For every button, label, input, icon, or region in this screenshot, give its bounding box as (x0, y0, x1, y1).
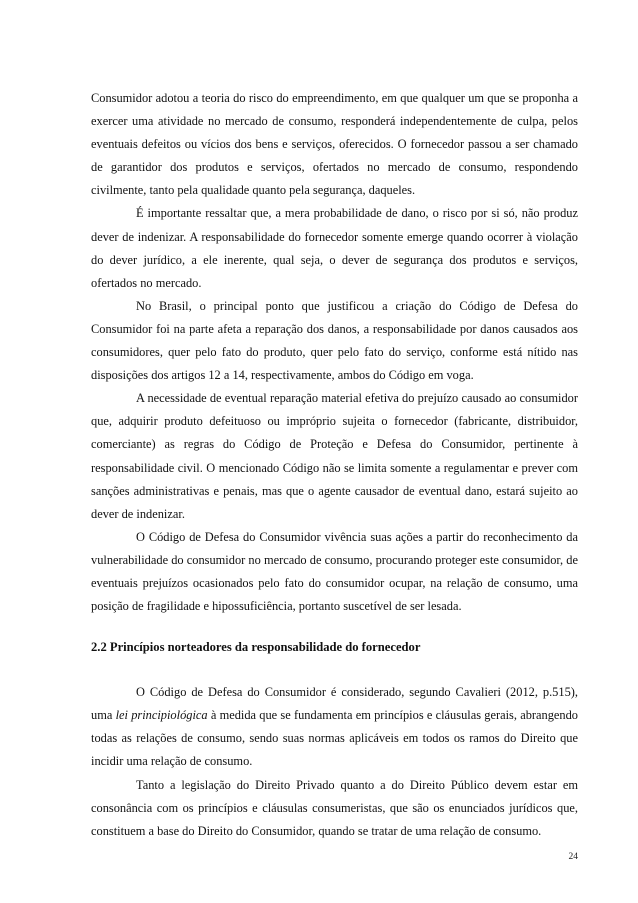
section-heading: 2.2 Princípios norteadores da responsabilidade do fornecedor (91, 640, 421, 655)
section-paragraph-1-text-a: O Código de Defesa do Consumidor é considerado, segundo Cavalieri (2012, p.515), uma (91, 685, 578, 723)
page-number: 24 (568, 852, 578, 862)
paragraph-3: No Brasil, o principal ponto que justificou a criação do Código de Defesa do Consumidor foi na parte afeta a reparação dos danos, a responsabilidade por danos causados aos consumidores, quer pelo fato do produto, quer pelo fato do serviço, conforme está nítido nas disposições dos artigos 12 a 14, respectivamente, ambos do Código em voga. (91, 298, 578, 383)
paragraph-1: Consumidor adotou a teoria do risco do empreendimento, em que qualquer um que se proponha a exercer uma atividade no mercado de consumo, responderá independentemente de culpa, pelos eventuais defeitos ou vícios dos bens e serviços, oferecidos. O fornecedor passou a ser chamado de garantidor dos produtos e serviços, ofertados no mercado de consumo, respondendo civilmente, tanto pela qualidade quanto pela segurança, daqueles. (91, 91, 578, 198)
paragraph-4: A necessidade de eventual reparação material efetiva do prejuízo causado ao consumidor que, adquirir produto defeituoso ou impróprio sujeita o fornecedor (fabricante, distribuidor, comerciante) as regras do Código de Proteção e Defesa do Consumidor, pertinente à responsabilidade civil. O mencionado Código não se limita somente a regulamentar e prever com sanções administrativas e penais, mas que o agente causador de eventual dano, estará sujeito ao dever de indenizar. (91, 391, 578, 521)
paragraph-2: É importante ressaltar que, a mera probabilidade de dano, o risco por si só, não produz dever de indenizar. A responsabilidade do fornecedor somente emerge quando ocorrer à violação do dever jurídico, a ele inerente, qual seja, o dever de segurança dos produtos e serviços, ofertados no mercado. (91, 206, 578, 290)
section-paragraph-1 (91, 681, 578, 773)
body-text (91, 87, 578, 843)
section-paragraph-1-text-b: à medida que se fundamenta em princípios e cláusulas gerais, abrangendo todas as relações de consumo, sendo suas normas aplicáveis em todos os ramos do Direito que incidir uma relação de consumo. (91, 708, 578, 769)
paragraph-5: O Código de Defesa do Consumidor vivência suas ações a partir do reconhecimento da vulnerabilidade do consumidor no mercado de consumo, procurando proteger este consumidor, de eventuais prejuízos ocasionados pelo fato do consumidor ocupar, na relação de consumo, uma posição de fragilidade e hipossuficiência, portanto suscetível de ser lesada. (91, 529, 578, 614)
section-paragraph-1-italic-term: lei principiológica (115, 708, 208, 723)
section-paragraph-2: Tanto a legislação do Direito Privado quanto a do Direito Público devem estar em consonância com os princípios e cláusulas consumeristas, que são os enunciados jurídicos que, constituem a base do Direito do Consumidor, quando se tratar de uma relação de consumo. (91, 777, 578, 838)
